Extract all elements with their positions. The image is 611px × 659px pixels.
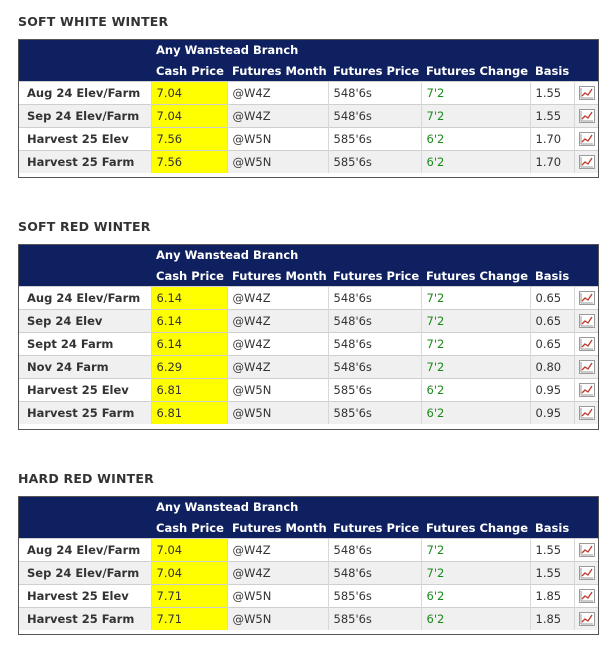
chart-button[interactable] — [574, 105, 599, 128]
chart-icon[interactable] — [579, 109, 595, 123]
futures-change: 7'2 — [421, 562, 530, 585]
column-header-futures-change: Futures Change — [421, 265, 530, 287]
futures-price: 548'6s — [328, 539, 421, 562]
futures-change: 6'2 — [421, 379, 530, 402]
table-row — [18, 105, 599, 128]
basis: 1.85 — [530, 608, 574, 631]
futures-change: 7'2 — [421, 310, 530, 333]
futures-month: @W4Z — [227, 562, 328, 585]
table-row — [18, 562, 599, 585]
bids-table — [18, 496, 599, 630]
basis: 1.55 — [530, 105, 574, 128]
chart-button[interactable] — [574, 82, 599, 105]
futures-price: 548'6s — [328, 310, 421, 333]
delivery-label: Harvest 25 Farm — [18, 402, 151, 425]
delivery-label: Aug 24 Elev/Farm — [18, 82, 151, 105]
column-header-futures-month: Futures Month — [227, 517, 328, 539]
column-header-basis: Basis — [530, 265, 574, 287]
futures-change: 6'2 — [421, 402, 530, 425]
futures-month: @W4Z — [227, 356, 328, 379]
table-row — [18, 356, 599, 379]
cash-price: 6.81 — [151, 379, 227, 402]
chart-button[interactable] — [574, 287, 599, 310]
column-header-cash-price: Cash Price — [151, 265, 227, 287]
futures-price: 548'6s — [328, 356, 421, 379]
column-header-basis: Basis — [530, 517, 574, 539]
column-header-basis: Basis — [530, 60, 574, 82]
chart-icon[interactable] — [579, 314, 595, 328]
section-title: SOFT WHITE WINTER — [18, 14, 169, 29]
column-header-futures-change: Futures Change — [421, 517, 530, 539]
futures-price: 548'6s — [328, 105, 421, 128]
chart-icon[interactable] — [579, 360, 595, 374]
basis: 0.65 — [530, 310, 574, 333]
futures-price: 585'6s — [328, 608, 421, 631]
chart-button[interactable] — [574, 608, 599, 631]
futures-price: 585'6s — [328, 128, 421, 151]
table-row — [18, 608, 599, 631]
table-row — [18, 128, 599, 151]
cash-price: 7.04 — [151, 539, 227, 562]
column-header-futures-change: Futures Change — [421, 60, 530, 82]
basis: 0.80 — [530, 356, 574, 379]
column-header-futures-price: Futures Price — [328, 517, 421, 539]
chart-button[interactable] — [574, 539, 599, 562]
chart-button[interactable] — [574, 379, 599, 402]
cash-price: 7.56 — [151, 151, 227, 174]
futures-month: @W5N — [227, 151, 328, 174]
futures-change: 7'2 — [421, 105, 530, 128]
futures-price: 548'6s — [328, 82, 421, 105]
chart-button[interactable] — [574, 128, 599, 151]
delivery-label: Sept 24 Farm — [18, 333, 151, 356]
delivery-label: Aug 24 Elev/Farm — [18, 539, 151, 562]
delivery-label: Sep 24 Elev/Farm — [18, 562, 151, 585]
futures-change: 7'2 — [421, 287, 530, 310]
cash-price: 6.14 — [151, 333, 227, 356]
cash-price: 7.71 — [151, 608, 227, 631]
cash-price: 7.04 — [151, 82, 227, 105]
delivery-label: Harvest 25 Elev — [18, 379, 151, 402]
basis: 0.95 — [530, 379, 574, 402]
futures-change: 6'2 — [421, 585, 530, 608]
column-header-cash-price: Cash Price — [151, 60, 227, 82]
table-row — [18, 333, 599, 356]
bids-table — [18, 39, 599, 173]
basis: 0.65 — [530, 333, 574, 356]
basis: 1.55 — [530, 562, 574, 585]
chart-icon[interactable] — [579, 86, 595, 100]
column-header-futures-price: Futures Price — [328, 60, 421, 82]
basis: 1.85 — [530, 585, 574, 608]
chart-icon[interactable] — [579, 612, 595, 626]
delivery-label: Harvest 25 Elev — [18, 128, 151, 151]
column-header-futures-price: Futures Price — [328, 265, 421, 287]
delivery-label: Sep 24 Elev/Farm — [18, 105, 151, 128]
futures-change: 7'2 — [421, 356, 530, 379]
table-row — [18, 379, 599, 402]
chart-button[interactable] — [574, 356, 599, 379]
futures-month: @W5N — [227, 585, 328, 608]
futures-month: @W4Z — [227, 310, 328, 333]
futures-month: @W4Z — [227, 82, 328, 105]
basis: 1.70 — [530, 151, 574, 174]
futures-month: @W4Z — [227, 287, 328, 310]
section-title: SOFT RED WINTER — [18, 219, 151, 234]
basis: 0.65 — [530, 287, 574, 310]
futures-price: 548'6s — [328, 287, 421, 310]
table-row — [18, 402, 599, 425]
futures-change: 7'2 — [421, 539, 530, 562]
chart-icon[interactable] — [579, 337, 595, 351]
cash-price: 6.14 — [151, 287, 227, 310]
futures-price: 548'6s — [328, 333, 421, 356]
delivery-label: Nov 24 Farm — [18, 356, 151, 379]
branch-header: Any Wanstead Branch — [151, 244, 599, 265]
basis: 0.95 — [530, 402, 574, 425]
chart-button[interactable] — [574, 151, 599, 174]
futures-change: 7'2 — [421, 333, 530, 356]
table-row — [18, 539, 599, 562]
table-row — [18, 310, 599, 333]
cash-price: 6.29 — [151, 356, 227, 379]
cash-price: 6.14 — [151, 310, 227, 333]
bids-table — [18, 244, 599, 424]
table-row — [18, 82, 599, 105]
basis: 1.55 — [530, 82, 574, 105]
column-header-cash-price: Cash Price — [151, 517, 227, 539]
table-row — [18, 585, 599, 608]
chart-icon[interactable] — [579, 589, 595, 603]
futures-month: @W5N — [227, 608, 328, 631]
column-header-futures-month: Futures Month — [227, 60, 328, 82]
futures-price: 585'6s — [328, 585, 421, 608]
delivery-label: Harvest 25 Farm — [18, 151, 151, 174]
chart-icon[interactable] — [579, 406, 595, 420]
chart-button[interactable] — [574, 562, 599, 585]
cash-price: 7.56 — [151, 128, 227, 151]
delivery-label: Aug 24 Elev/Farm — [18, 287, 151, 310]
futures-month: @W4Z — [227, 105, 328, 128]
delivery-label: Harvest 25 Farm — [18, 608, 151, 631]
chart-icon[interactable] — [579, 132, 595, 146]
futures-change: 6'2 — [421, 128, 530, 151]
chart-button[interactable] — [574, 310, 599, 333]
basis: 1.70 — [530, 128, 574, 151]
branch-header: Any Wanstead Branch — [151, 39, 599, 60]
chart-icon[interactable] — [579, 383, 595, 397]
column-header-futures-month: Futures Month — [227, 265, 328, 287]
branch-header: Any Wanstead Branch — [151, 496, 599, 517]
chart-button[interactable] — [574, 333, 599, 356]
basis: 1.55 — [530, 539, 574, 562]
futures-change: 6'2 — [421, 608, 530, 631]
chart-icon[interactable] — [579, 566, 595, 580]
futures-month: @W4Z — [227, 539, 328, 562]
chart-icon[interactable] — [579, 543, 595, 557]
futures-change: 6'2 — [421, 151, 530, 174]
futures-price: 585'6s — [328, 402, 421, 425]
futures-month: @W5N — [227, 402, 328, 425]
futures-month: @W4Z — [227, 333, 328, 356]
futures-month: @W5N — [227, 379, 328, 402]
chart-icon[interactable] — [579, 155, 595, 169]
delivery-label: Sep 24 Elev — [18, 310, 151, 333]
futures-month: @W5N — [227, 128, 328, 151]
futures-change: 7'2 — [421, 82, 530, 105]
table-row — [18, 151, 599, 174]
cash-price: 6.81 — [151, 402, 227, 425]
delivery-label: Harvest 25 Elev — [18, 585, 151, 608]
cash-price: 7.04 — [151, 562, 227, 585]
chart-icon[interactable] — [579, 291, 595, 305]
section-title: HARD RED WINTER — [18, 471, 154, 486]
futures-price: 548'6s — [328, 562, 421, 585]
chart-button[interactable] — [574, 585, 599, 608]
chart-button[interactable] — [574, 402, 599, 425]
cash-price: 7.04 — [151, 105, 227, 128]
table-row — [18, 287, 599, 310]
futures-price: 585'6s — [328, 379, 421, 402]
futures-price: 585'6s — [328, 151, 421, 174]
cash-price: 7.71 — [151, 585, 227, 608]
